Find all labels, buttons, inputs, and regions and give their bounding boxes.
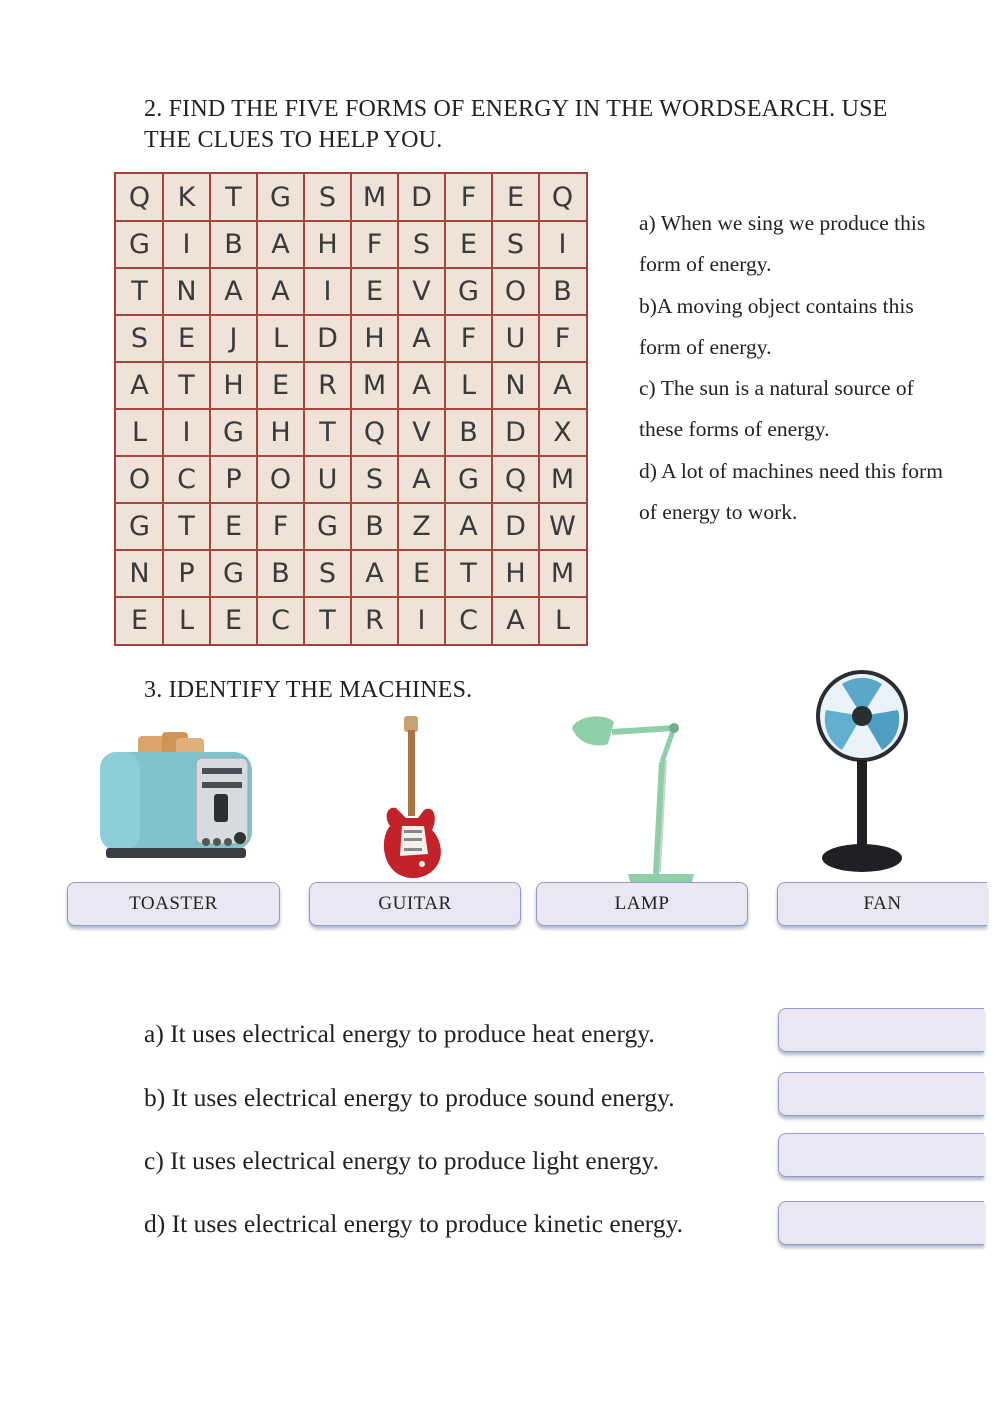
grid-cell[interactable]: G (115, 502, 164, 551)
grid-cell[interactable]: F (444, 314, 493, 363)
clue-d: d) A lot of machines need this form of energy to work. (639, 458, 943, 525)
answer-drop-b[interactable] (778, 1072, 984, 1116)
grid-cell[interactable]: O (491, 267, 540, 316)
grid-cell[interactable]: C (162, 455, 211, 504)
grid-cell[interactable]: G (209, 549, 258, 598)
grid-cell[interactable]: S (303, 549, 352, 598)
answer-drop-d[interactable] (778, 1201, 984, 1245)
grid-cell[interactable]: A (538, 361, 587, 410)
grid-cell[interactable]: A (491, 596, 540, 645)
grid-cell[interactable]: M (350, 173, 399, 222)
grid-cell[interactable]: E (209, 596, 258, 645)
grid-cell[interactable]: G (444, 267, 493, 316)
machine-label-guitar[interactable]: GUITAR (309, 882, 521, 926)
grid-cell[interactable]: A (256, 220, 305, 269)
grid-cell[interactable]: N (115, 549, 164, 598)
grid-cell[interactable]: I (538, 220, 587, 269)
grid-cell[interactable]: V (397, 408, 446, 457)
grid-cell[interactable]: T (162, 502, 211, 551)
guitar-icon (378, 714, 446, 882)
grid-cell[interactable]: L (115, 408, 164, 457)
grid-cell[interactable]: E (209, 502, 258, 551)
answer-drop-a[interactable] (778, 1008, 984, 1052)
grid-cell[interactable]: A (115, 361, 164, 410)
section-3-title: 3. IDENTIFY THE MACHINES. (144, 677, 473, 703)
grid-cell[interactable]: C (256, 596, 305, 645)
grid-cell[interactable]: T (115, 267, 164, 316)
grid-cell[interactable]: F (444, 173, 493, 222)
grid-cell[interactable]: D (491, 408, 540, 457)
grid-cell[interactable]: L (538, 596, 587, 645)
grid-cell[interactable]: N (162, 267, 211, 316)
grid-cell[interactable]: D (491, 502, 540, 551)
grid-cell[interactable]: E (115, 596, 164, 645)
grid-cell[interactable]: M (538, 549, 587, 598)
grid-cell[interactable]: K (162, 173, 211, 222)
grid-cell[interactable]: B (350, 502, 399, 551)
grid-cell[interactable]: S (115, 314, 164, 363)
question-b: b) It uses electrical energy to produce sound energy. (144, 1083, 675, 1112)
machine-label-fan[interactable]: FAN (777, 882, 987, 926)
grid-cell[interactable]: A (397, 314, 446, 363)
clue-a: a) When we sing we produce this form of energy. (639, 211, 926, 277)
grid-cell[interactable]: S (397, 220, 446, 269)
lamp-icon (566, 714, 706, 884)
clues-list (639, 203, 959, 533)
grid-cell[interactable]: A (256, 267, 305, 316)
grid-cell[interactable]: H (491, 549, 540, 598)
grid-cell[interactable]: D (397, 173, 446, 222)
grid-cell[interactable]: Q (491, 455, 540, 504)
question-a: a) It uses electrical energy to produce heat energy. (144, 1019, 655, 1048)
grid-cell[interactable]: S (491, 220, 540, 269)
grid-cell[interactable]: S (350, 455, 399, 504)
machine-label-toaster[interactable]: TOASTER (67, 882, 280, 926)
grid-cell[interactable]: W (538, 502, 587, 551)
grid-cell[interactable]: M (350, 361, 399, 410)
grid-cell[interactable]: A (397, 455, 446, 504)
grid-cell[interactable]: I (303, 267, 352, 316)
grid-cell[interactable]: I (162, 220, 211, 269)
grid-cell[interactable]: U (491, 314, 540, 363)
grid-cell[interactable]: H (303, 220, 352, 269)
grid-cell[interactable]: J (209, 314, 258, 363)
grid-cell[interactable]: F (350, 220, 399, 269)
grid-cell[interactable]: U (303, 455, 352, 504)
grid-cell[interactable]: B (209, 220, 258, 269)
grid-cell[interactable]: B (256, 549, 305, 598)
grid-cell[interactable]: Q (115, 173, 164, 222)
grid-cell[interactable]: M (538, 455, 587, 504)
grid-cell[interactable]: H (256, 408, 305, 457)
grid-cell[interactable]: G (256, 173, 305, 222)
grid-cell[interactable]: N (491, 361, 540, 410)
grid-cell[interactable]: Q (538, 173, 587, 222)
grid-cell[interactable]: X (538, 408, 587, 457)
grid-cell[interactable]: E (397, 549, 446, 598)
clue-b: b)A moving object contains this form of energy. (639, 293, 914, 359)
grid-cell[interactable]: Q (350, 408, 399, 457)
grid-cell[interactable]: P (162, 549, 211, 598)
wordsearch-grid (114, 172, 588, 646)
grid-cell[interactable]: P (209, 455, 258, 504)
grid-cell[interactable]: G (115, 220, 164, 269)
grid-cell[interactable]: L (162, 596, 211, 645)
answer-drop-c[interactable] (778, 1133, 984, 1177)
clue-c: c) The sun is a natural source of these forms of energy. (639, 376, 914, 442)
grid-cell[interactable]: T (162, 361, 211, 410)
grid-cell[interactable]: H (209, 361, 258, 410)
grid-cell[interactable]: F (538, 314, 587, 363)
grid-cell[interactable]: O (256, 455, 305, 504)
grid-cell[interactable]: T (303, 408, 352, 457)
grid-cell[interactable]: E (491, 173, 540, 222)
grid-cell[interactable]: T (444, 549, 493, 598)
grid-cell[interactable]: I (162, 408, 211, 457)
grid-cell[interactable]: E (350, 267, 399, 316)
grid-cell[interactable]: R (350, 596, 399, 645)
grid-cell[interactable]: E (162, 314, 211, 363)
grid-cell[interactable]: E (256, 361, 305, 410)
section-2-title: 2. FIND THE FIVE FORMS OF ENERGY IN THE WORDSEARCH. USE THE CLUES TO HELP YOU. (144, 96, 888, 153)
grid-cell[interactable]: C (444, 596, 493, 645)
question-d: d) It uses electrical energy to produce kinetic energy. (144, 1209, 684, 1238)
grid-cell[interactable]: T (209, 173, 258, 222)
grid-cell[interactable]: H (350, 314, 399, 363)
grid-cell[interactable]: L (256, 314, 305, 363)
machine-label-lamp[interactable]: LAMP (536, 882, 748, 926)
fan-icon (812, 670, 912, 882)
grid-cell[interactable]: Z (397, 502, 446, 551)
grid-cell[interactable]: S (303, 173, 352, 222)
grid-cell[interactable]: A (350, 549, 399, 598)
grid-cell[interactable]: A (444, 502, 493, 551)
grid-cell[interactable]: G (444, 455, 493, 504)
grid-cell[interactable]: I (397, 596, 446, 645)
grid-cell[interactable]: D (303, 314, 352, 363)
question-c: c) It uses electrical energy to produce light energy. (144, 1146, 659, 1175)
grid-cell[interactable]: T (303, 596, 352, 645)
grid-cell[interactable]: R (303, 361, 352, 410)
grid-cell[interactable]: O (115, 455, 164, 504)
grid-cell[interactable]: V (397, 267, 446, 316)
grid-cell[interactable]: F (256, 502, 305, 551)
grid-cell[interactable]: A (397, 361, 446, 410)
grid-cell[interactable]: E (444, 220, 493, 269)
grid-cell[interactable]: G (209, 408, 258, 457)
grid-cell[interactable]: L (444, 361, 493, 410)
grid-cell[interactable]: A (209, 267, 258, 316)
grid-cell[interactable]: B (538, 267, 587, 316)
grid-cell[interactable]: B (444, 408, 493, 457)
grid-cell[interactable]: G (303, 502, 352, 551)
toaster-icon (96, 728, 256, 870)
